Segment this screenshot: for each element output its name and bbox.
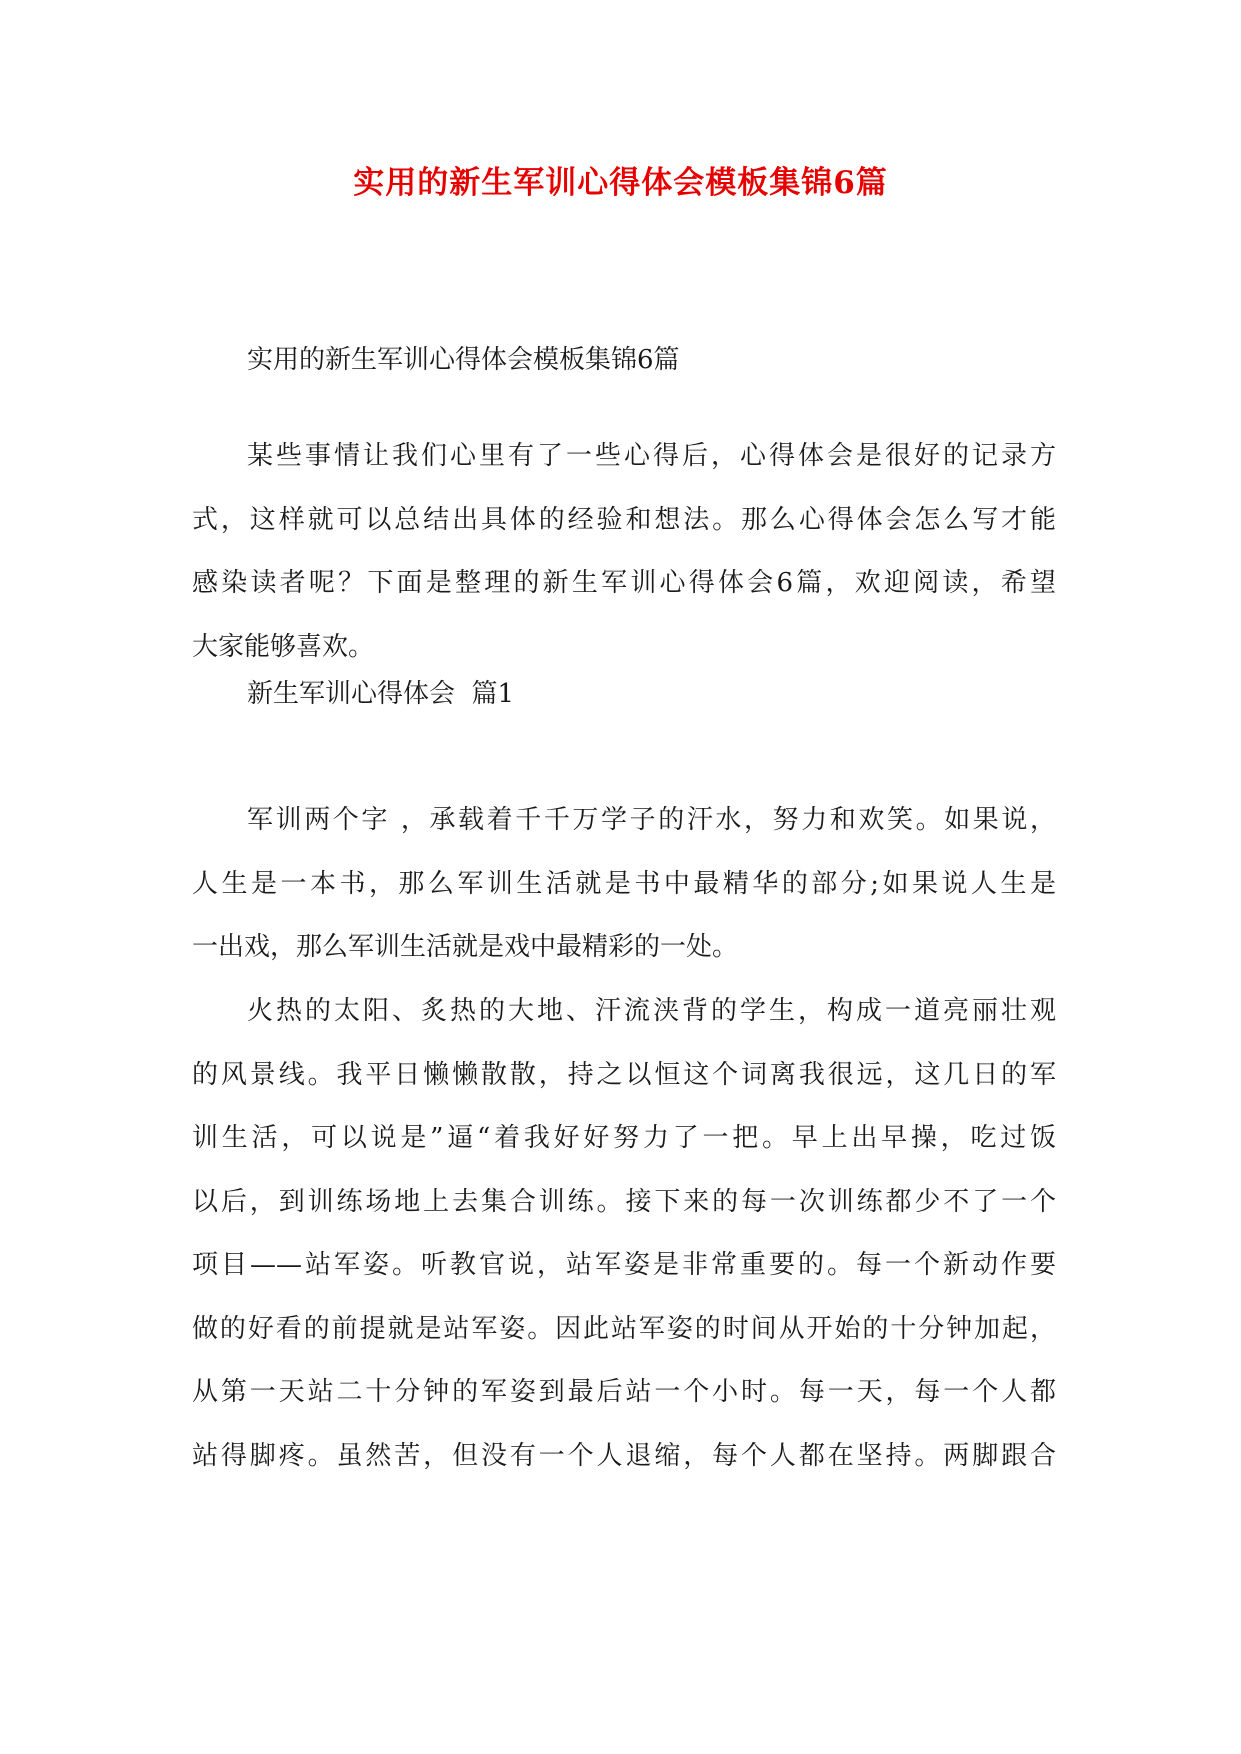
subtitle-line: 实用的新生军训心得体会模板集锦6篇 (247, 345, 680, 375)
text-line: 站得脚疼。虽然苦，但没有一个人退缩，每个人都在坚持。两脚跟合 (192, 1440, 1056, 1471)
paragraph-1 (192, 789, 1056, 980)
text-line: 以后，到训练场地上去集合训练。接下来的每一次训练都少不了一个 (192, 1186, 1056, 1217)
text-line: 军训两个字 ，承载着千千万学子的汗水，努力和欢笑。如果说， (247, 805, 1056, 835)
text-line: 训生活，可以说是”逼“着我好好努力了一把。早上出早操，吃过饭 (192, 1123, 1056, 1153)
text-line: 感染读者呢？下面是整理的新生军训心得体会6篇，欢迎阅读，希望 (192, 568, 1056, 598)
text-line: 一出戏，那么军训生活就是戏中最精彩的一处。 (192, 932, 739, 962)
text-line: 人生是一本书，那么军训生活就是书中最精华的部分;如果说人生是 (192, 868, 1056, 899)
text-line: 某些事情让我们心里有了一些心得后，心得体会是很好的记录方 (247, 441, 1056, 471)
text-line: 从第一天站二十分钟的军姿到最后站一个小时。每一天，每一个人都 (192, 1377, 1056, 1407)
document-subtitle (192, 329, 1056, 393)
text-line: 式，这样就可以总结出具体的经验和想法。那么心得体会怎么写才能 (192, 504, 1056, 535)
document-title: 实用的新生军训心得体会模板集锦6篇 (353, 165, 888, 201)
paragraph-2 (192, 980, 1056, 1488)
text-line: 大家能够喜欢。 (192, 631, 375, 662)
text-line: 的风景线。我平日懒懒散散，持之以恒这个词离我很远，这几日的军 (192, 1059, 1056, 1090)
text-line: 项目——站军姿。听教官说，站军姿是非常重要的。每一个新动作要 (192, 1250, 1056, 1280)
intro-paragraph (192, 425, 1056, 679)
text-line: 做的好看的前提就是站军姿。因此站军姿的时间从开始的十分钟加起， (192, 1313, 1056, 1344)
section-heading-text: 新生军训心得体会 篇1 (247, 679, 515, 709)
text-line: 火热的太阳、炙热的大地、汗流浃背的学生，构成一道亮丽壮观 (247, 996, 1056, 1026)
section-heading (192, 663, 1056, 727)
